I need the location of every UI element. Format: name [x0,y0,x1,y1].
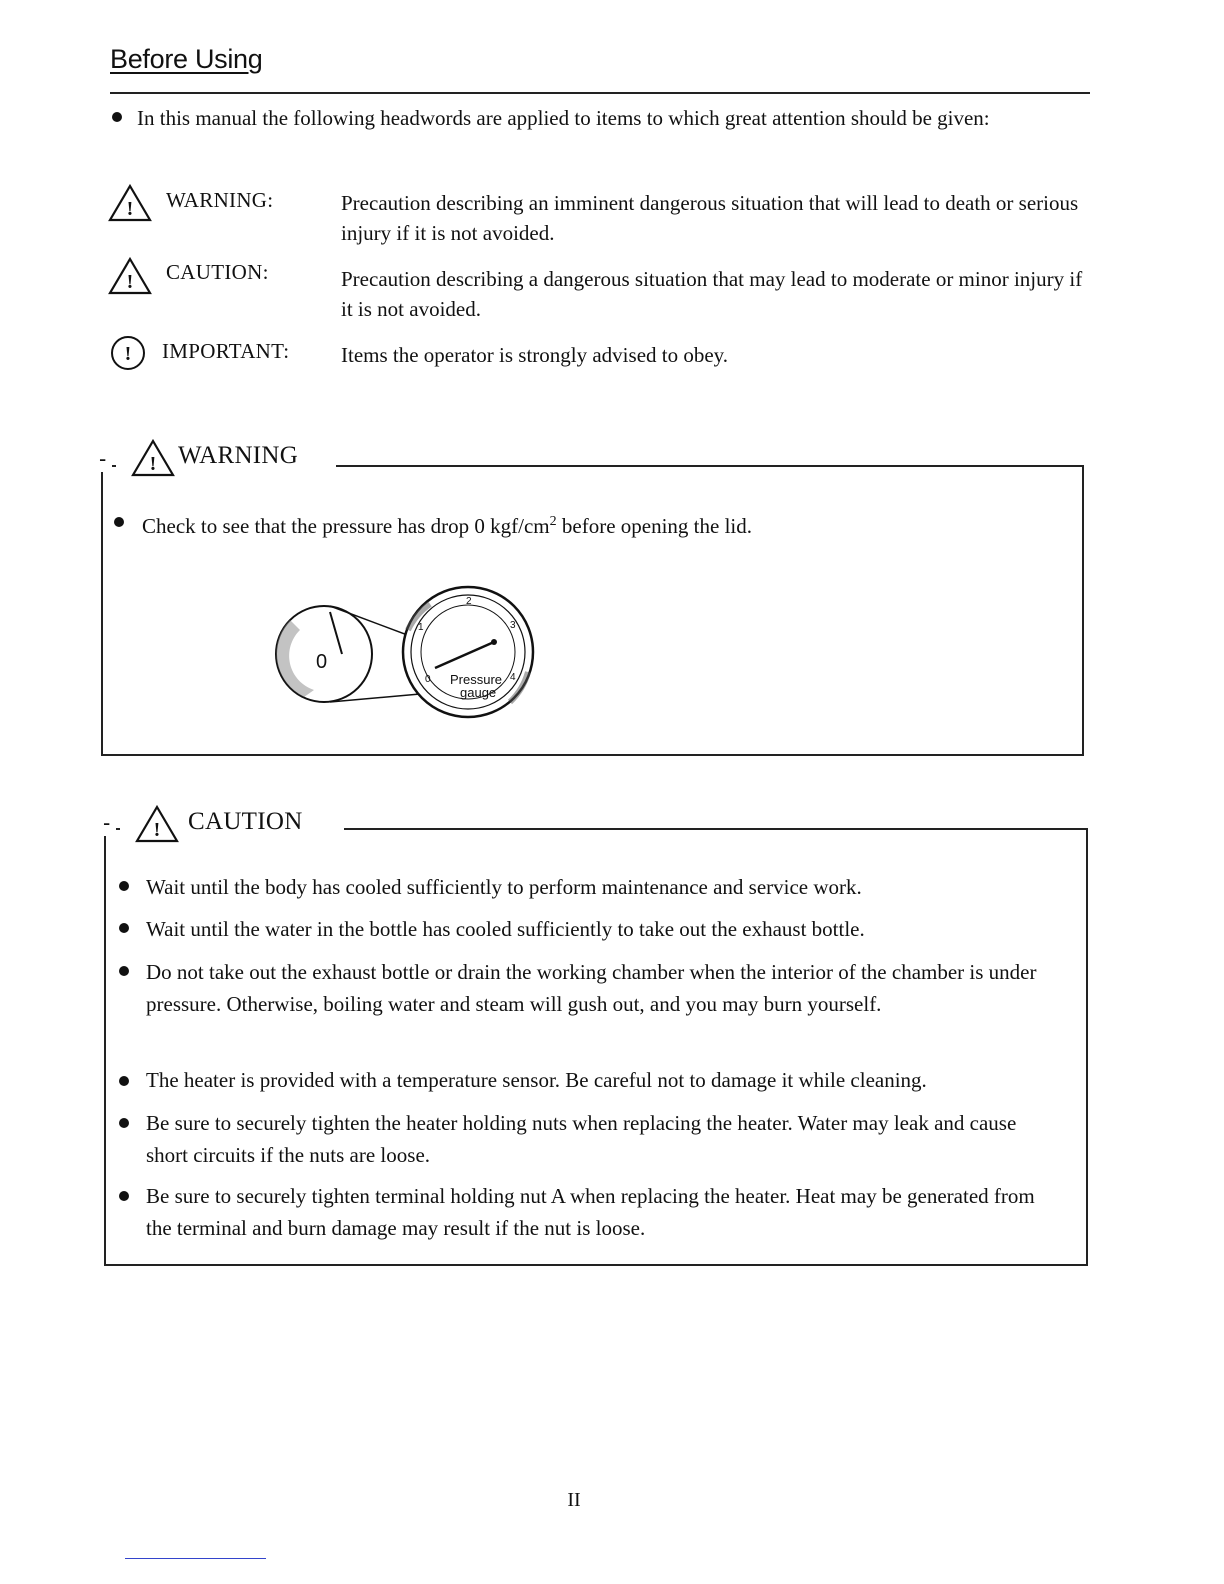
legend-term: CAUTION: [166,260,269,284]
gauge-digit: 4 [510,672,516,683]
box-heading-text: CAUTION [188,808,303,835]
box-heading-dash: - [103,810,116,836]
caution-item: Wait until the water in the bottle has cooled sufficiently to take out the exhaust bottle. [146,917,865,941]
svg-text:!: ! [126,198,134,220]
gauge-label-line1: Pressure [450,672,503,687]
gauge-digit: 1 [418,622,424,633]
header-rule [110,92,1090,94]
gauge-label-line2: gauge [460,685,497,700]
caution-item: The heater is provided with a temperature sensor. Be careful not to damage it while cleaning. [146,1068,927,1092]
bullet-icon [119,1118,129,1128]
warning-item [142,506,1062,542]
legend-description: Precaution describing an imminent dangerous situation that will lead to death or serious injury if it is not avoided. [341,191,1079,245]
svg-text:!: ! [126,271,134,293]
svg-text:!: ! [124,343,132,365]
legend-description: Items the operator is strongly advised to obey. [341,343,729,367]
gauge-zoom-digit: 0 [316,651,328,673]
legend-description: Precaution describing a dangerous situation that may lead to moderate or minor injury if it is not avoided. [341,267,1083,321]
bullet-icon [119,923,129,933]
svg-text:!: ! [153,819,161,841]
warning-triangle-icon [108,183,152,223]
legend-term: WARNING: [166,188,274,212]
bullet-icon [114,517,124,527]
connector-line [330,606,410,636]
warning-triangle-icon [134,804,180,844]
caution-item: Be sure to securely tighten terminal holding nut A when replacing the heater. Heat may be generated from the terminal and burn damage may result if the nut is loose. [146,1184,1035,1240]
warning-item-suffix: before opening the lid. [556,514,752,538]
pressure-gauge-illustration [270,582,550,722]
caution-item: Be sure to securely tighten the heater holding nuts when replacing the heater. Water may leak and cause short circuits if the nuts are loose. [146,1111,1017,1167]
caution-item: Do not take out the exhaust bottle or drain the working chamber when the interior of the chamber is under pressure. Otherwise, boiling water and steam will gush out, and you may burn yourself. [146,960,1037,1016]
warning-box-heading [116,436,336,480]
exclamation-circle-icon [108,334,152,374]
box-heading-text: WARNING [178,442,299,469]
bullet-icon [119,1191,129,1201]
gauge-digit: 0 [425,674,431,685]
warning-triangle-icon [108,256,152,296]
warning-item-prefix: Check to see that the pressure has drop 0 kgf/cm [142,514,550,538]
intro-text: In this manual the following headwords are applied to items to which great attention should be given: [137,106,990,130]
box-heading-dash: - [99,446,112,472]
page-title: Before Using [110,44,263,74]
superscript: 2 [549,514,557,529]
bullet-icon [119,881,129,891]
gauge-digit: 3 [510,620,516,631]
svg-text:!: ! [149,453,157,475]
bullet-icon [119,966,129,976]
warning-triangle-icon [130,438,176,478]
caution-item: Wait until the body has cooled sufficiently to perform maintenance and service work. [146,875,862,899]
page-number: II [567,1489,581,1511]
gauge-digit: 2 [466,596,472,607]
caution-box-heading [120,802,344,846]
bullet-icon [112,112,122,122]
bullet-icon [119,1076,129,1086]
footer-line [125,1558,266,1559]
legend-term: IMPORTANT: [162,339,290,363]
